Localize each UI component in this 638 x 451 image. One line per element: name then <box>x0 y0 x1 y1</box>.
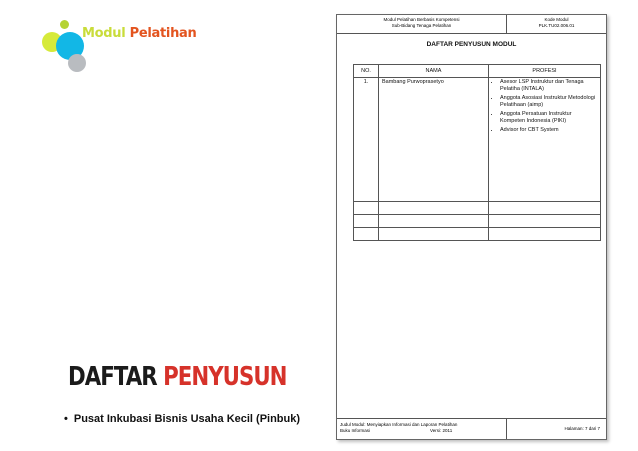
empty-cell <box>354 228 379 241</box>
footer-left-line1: Judul Modul: Menyiapkan Informasi dan Laporan Pelatihan <box>340 422 458 427</box>
doc-footer-right: Halaman: 7 dari 7 <box>564 426 600 431</box>
profesi-item: • Anggota Asosiasi Instruktur Metodologi Pelatihaan (aimp) <box>500 95 597 108</box>
cell-nama: Bambang Purwoprasetyo <box>379 78 489 202</box>
footer-version: Versi: 2011 <box>430 428 453 433</box>
logo-dot-small <box>60 20 69 29</box>
slide-title-part1: DAFTAR <box>68 362 157 392</box>
col-header-no: NO. <box>354 65 379 78</box>
bullet-item <box>64 413 300 425</box>
table-row-empty <box>354 228 601 241</box>
empty-cell <box>354 215 379 228</box>
logo-word-modul: Modul <box>82 26 126 41</box>
document-page <box>336 14 607 440</box>
col-header-nama: NAMA <box>379 65 489 78</box>
empty-cell <box>379 202 489 215</box>
bullet-marker: • <box>64 413 68 425</box>
doc-footer-left <box>337 419 507 439</box>
doc-header <box>337 15 606 34</box>
profesi-item: • Advisor for CBT System <box>500 127 597 134</box>
doc-header-left <box>337 15 507 33</box>
slide-title <box>68 362 287 392</box>
table-header-row <box>354 65 601 78</box>
col-header-profesi: PROFESI <box>489 65 601 78</box>
bullet-text: Pusat Inkubasi Bisnis Usaha Kecil (Pinbuk) <box>73 413 301 425</box>
header-left-line1: Modul Pelatihan Berbasis Kompetensi <box>383 17 460 22</box>
empty-cell <box>379 215 489 228</box>
table-row <box>354 78 601 202</box>
logo-text <box>82 26 196 41</box>
profesi-list <box>492 79 597 134</box>
cell-profesi <box>489 78 601 202</box>
empty-cell <box>379 228 489 241</box>
profesi-item: • Asesor LSP Instruktur dan Tenaga Pelatiha (INTALA) <box>500 79 597 92</box>
header-left-line2: Sub-Bidang Tenaga Pelatihan <box>391 23 452 28</box>
empty-cell <box>489 215 601 228</box>
empty-cell <box>489 228 601 241</box>
table-row-empty <box>354 215 601 228</box>
empty-cell <box>489 202 601 215</box>
penyusun-table <box>353 64 601 241</box>
footer-left-line2: Buku Informasi <box>340 428 371 433</box>
profesi-item: • Anggota Persatuan Instruktur Kompeten Indonesia (PIKI) <box>500 111 597 124</box>
doc-header-right <box>507 15 606 33</box>
table-row-empty <box>354 202 601 215</box>
empty-cell <box>354 202 379 215</box>
slide-title-part2: PENYUSUN <box>163 362 287 392</box>
cell-no: 1. <box>354 78 379 202</box>
logo-dot-grey <box>68 54 86 72</box>
doc-title: DAFTAR PENYUSUN MODUL <box>426 41 517 48</box>
doc-footer <box>337 418 606 439</box>
header-right-line2: PLK.TU02.006.01 <box>538 23 575 28</box>
logo-word-pelatihan: Pelatihan <box>129 26 197 41</box>
modul-pelatihan-logo <box>38 14 197 84</box>
header-right-line1: Kode Modul <box>544 17 569 22</box>
